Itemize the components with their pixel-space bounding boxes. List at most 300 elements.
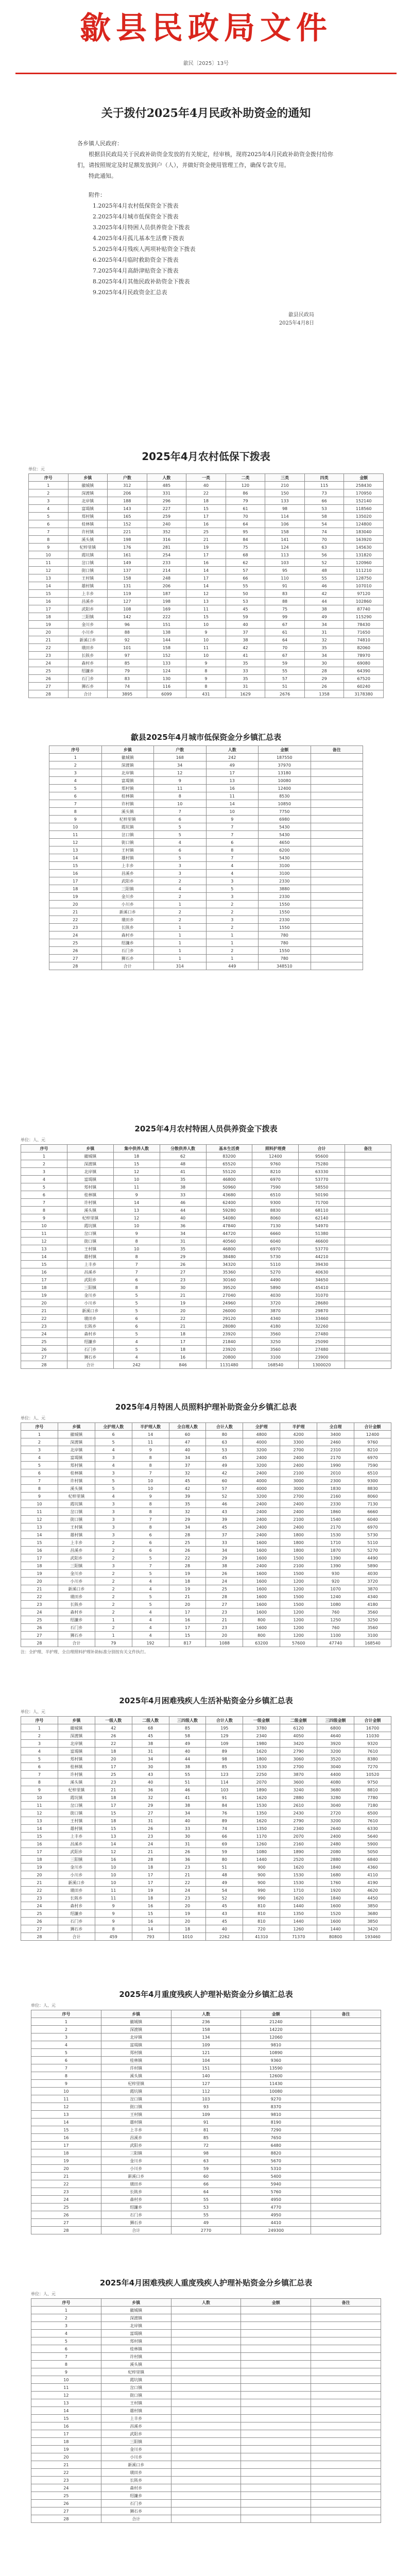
table-cell: 810 bbox=[243, 1902, 280, 1910]
table-cell: 131820 bbox=[344, 551, 384, 559]
table-cell bbox=[171, 2314, 241, 2322]
table-cell: 9 bbox=[31, 2080, 101, 2088]
table-cell: 9360 bbox=[241, 2057, 311, 2064]
table-cell bbox=[311, 2188, 381, 2196]
column-header: 乡镇 bbox=[101, 746, 154, 754]
table-cell: 68 bbox=[226, 551, 265, 559]
table-cell: 徽城镇 bbox=[58, 1724, 95, 1732]
table-cell: 6 bbox=[21, 1469, 58, 1477]
table-cell: 227 bbox=[147, 505, 186, 513]
table-cell: 11 bbox=[95, 1887, 132, 1894]
table-cell: 1440 bbox=[317, 1925, 354, 1933]
table-cell: 2 bbox=[95, 1539, 132, 1547]
table-cell: 348510 bbox=[259, 962, 311, 970]
table-cell: 71650 bbox=[344, 629, 384, 636]
table-cell: 16 bbox=[132, 1902, 169, 1910]
table-cell: 23 bbox=[95, 1778, 132, 1786]
table-cell: 狮石乡 bbox=[67, 1353, 113, 1361]
table-cell: 42 bbox=[304, 590, 344, 598]
table-cell: 43680 bbox=[206, 1191, 252, 1199]
table-row bbox=[21, 1500, 391, 1508]
table-cell: 1530 bbox=[280, 1871, 317, 1879]
table-cell: 10 bbox=[95, 1879, 132, 1887]
table-cell: 19 bbox=[132, 1887, 169, 1894]
table-cell: 112 bbox=[171, 2088, 241, 2095]
table-cell: 3520 bbox=[317, 1755, 354, 1763]
table-cell: 7590 bbox=[354, 1462, 391, 1469]
table-cell: 17 bbox=[31, 2430, 101, 2438]
table-cell: 990 bbox=[243, 1894, 280, 1902]
table-row bbox=[21, 1740, 391, 1748]
table-cell bbox=[311, 2415, 381, 2422]
table-cell: 28 bbox=[29, 690, 68, 698]
table-cell: 10 bbox=[95, 1863, 132, 1871]
table-cell bbox=[311, 2088, 381, 2095]
table-cell: 2880 bbox=[317, 1856, 354, 1863]
table-cell: 42 bbox=[95, 1724, 132, 1732]
section-combined-disabled bbox=[0, 2277, 412, 2523]
table-cell: 15 bbox=[49, 862, 102, 870]
table-cell: 5670 bbox=[241, 2157, 311, 2165]
table-cell: 63 bbox=[171, 2157, 241, 2165]
table-cell: 85 bbox=[169, 1724, 206, 1732]
table-cell: 119 bbox=[108, 590, 147, 598]
table-cell: 68110 bbox=[299, 1207, 345, 1214]
column-header: 人数 bbox=[147, 474, 186, 482]
table-cell: 22 bbox=[21, 1887, 58, 1894]
table-cell: 70 bbox=[265, 644, 305, 652]
table-cell: 52 bbox=[206, 1493, 243, 1500]
table-cell: 9 bbox=[154, 777, 207, 785]
table-cell: 352 bbox=[147, 528, 186, 536]
table-row bbox=[21, 1802, 391, 1809]
table-cell: 62140 bbox=[299, 1214, 345, 1222]
table-cell bbox=[311, 862, 363, 870]
table-cell: 武阳乡 bbox=[101, 877, 154, 885]
table-cell: 5 bbox=[132, 1593, 169, 1601]
table-cell: 18 bbox=[113, 1153, 160, 1160]
table-cell: 34 bbox=[304, 621, 344, 629]
column-header: 二级金额 bbox=[280, 1717, 317, 1724]
table-cell: 4 bbox=[154, 885, 207, 893]
table-cell: 18 bbox=[21, 1856, 58, 1863]
table-cell: 2460 bbox=[317, 1438, 354, 1446]
table-cell: 岔口镇 bbox=[101, 2384, 171, 2392]
table-cell: 3720 bbox=[252, 1299, 299, 1307]
table-cell: 溪头镇 bbox=[101, 808, 154, 816]
table-cell: 2070 bbox=[280, 1833, 317, 1840]
table-cell: 6 bbox=[206, 839, 259, 846]
table-cell bbox=[311, 761, 363, 769]
table-cell: 8 bbox=[113, 1253, 160, 1261]
table-cell: 1080 bbox=[317, 1601, 354, 1608]
table-row bbox=[31, 2018, 381, 2026]
table-row bbox=[31, 2484, 381, 2492]
table-cell: 49 bbox=[206, 761, 259, 769]
table-cell: 25 bbox=[31, 2492, 101, 2500]
table-cell: 富堨镇 bbox=[68, 505, 108, 513]
table-cell: 800 bbox=[243, 1632, 280, 1639]
table-cell: 1620 bbox=[280, 1894, 317, 1902]
table-row bbox=[21, 1284, 391, 1292]
table-cell: 4 bbox=[21, 1176, 67, 1183]
table-row bbox=[31, 2142, 381, 2149]
table-cell: 28 bbox=[31, 2227, 101, 2234]
table-cell bbox=[345, 1199, 391, 1207]
table-row bbox=[29, 489, 384, 497]
table-cell: 12 bbox=[113, 1168, 160, 1176]
table-cell: 2 bbox=[154, 877, 207, 885]
table-cell: 1800 bbox=[243, 1755, 280, 1763]
table-cell: 2790 bbox=[280, 1748, 317, 1755]
table-cell: 1440 bbox=[280, 1918, 317, 1925]
table-cell: 1500 bbox=[280, 1554, 317, 1562]
table-cell: 23 bbox=[31, 2188, 101, 2196]
table-row bbox=[21, 1763, 391, 1771]
table-cell: 岔口镇 bbox=[67, 1230, 113, 1238]
table-row bbox=[31, 2134, 381, 2142]
table-cell: 7610 bbox=[354, 1748, 391, 1755]
table-cell: 2262 bbox=[206, 1933, 243, 1941]
table-cell: 127 bbox=[171, 2080, 241, 2088]
table-cell: 6 bbox=[154, 846, 207, 854]
table-cell: 7 bbox=[31, 2064, 101, 2072]
table-unit-left: 单位：人、元 bbox=[21, 1709, 45, 1714]
table-cell: 1550 bbox=[259, 901, 311, 908]
table-meta bbox=[31, 2003, 381, 2008]
table-row bbox=[31, 2204, 381, 2211]
table-cell: 4490 bbox=[354, 1554, 391, 1562]
table-cell: 6480 bbox=[241, 2142, 311, 2149]
table-cell: 1680 bbox=[317, 1871, 354, 1879]
table-cell: 武阳乡 bbox=[101, 2430, 171, 2438]
table-cell: 金川乡 bbox=[67, 1292, 113, 1299]
table-cell: 45 bbox=[206, 1454, 243, 1462]
table-cell: 38 bbox=[169, 1763, 206, 1771]
notice-paragraph: 特此通知。 bbox=[89, 173, 117, 179]
table-cell: 17 bbox=[95, 1763, 132, 1771]
table-cell: 20 bbox=[95, 1755, 132, 1763]
table-cell bbox=[345, 1153, 391, 1160]
table-cell: 4000 bbox=[243, 1438, 280, 1446]
table-cell: 10 bbox=[113, 1245, 160, 1253]
table-cell: 45 bbox=[206, 1523, 243, 1531]
table-cell: 5730 bbox=[354, 1531, 391, 1539]
table-cell: 3 bbox=[21, 1446, 58, 1454]
table-cell bbox=[241, 2422, 311, 2430]
table-row bbox=[21, 1346, 391, 1353]
table-cell: 1530 bbox=[243, 1802, 280, 1809]
table-cell: 12060 bbox=[241, 2033, 311, 2041]
table-cell: 39 bbox=[169, 1493, 206, 1500]
column-header: 合计金额 bbox=[354, 1717, 391, 1724]
table-cell: 王村镇 bbox=[58, 1817, 95, 1825]
table-cell: 5760 bbox=[241, 2188, 311, 2196]
table-cell: 雄村镇 bbox=[58, 1825, 95, 1833]
table-cell: 桂林镇 bbox=[101, 2057, 171, 2064]
table-cell: 10 bbox=[29, 551, 68, 559]
table-cell bbox=[241, 2415, 311, 2422]
table-cell: 4770 bbox=[241, 2204, 311, 2211]
table-cell: 16 bbox=[29, 598, 68, 605]
table-row bbox=[31, 2227, 381, 2234]
table-cell: 6970 bbox=[252, 1176, 299, 1183]
table-cell: 27480 bbox=[299, 1330, 345, 1338]
table-cell: 13 bbox=[31, 2111, 101, 2119]
table-cell: 11430 bbox=[241, 2080, 311, 2088]
table-cell: 17 bbox=[21, 1848, 58, 1856]
table-cell: 徽城镇 bbox=[101, 754, 154, 761]
table-cell bbox=[241, 2446, 311, 2453]
table-cell: 3420 bbox=[354, 1925, 391, 1933]
table-cell: 5 bbox=[31, 2049, 101, 2057]
table-cell bbox=[345, 1253, 391, 1261]
table-cell: 1 bbox=[49, 754, 102, 761]
table-cell: 23 bbox=[206, 1624, 243, 1632]
table-cell bbox=[241, 2353, 311, 2361]
table-cell bbox=[345, 1214, 391, 1222]
table-row bbox=[31, 2415, 381, 2422]
section-care-subsidy bbox=[0, 1401, 412, 1655]
table-row bbox=[29, 574, 384, 582]
table-cell: 129 bbox=[206, 1732, 243, 1740]
attachment-item: 9.2025年4月民政资金汇总表 bbox=[93, 289, 167, 296]
table-row bbox=[31, 2368, 381, 2376]
table-cell: 1830 bbox=[317, 1485, 354, 1493]
table-cell: 上丰乡 bbox=[101, 2415, 171, 2422]
table-cell: 64 bbox=[226, 520, 265, 528]
table-cell: 21 bbox=[31, 2173, 101, 2180]
table-cell: 158 bbox=[108, 574, 147, 582]
table-cell: 38 bbox=[160, 1183, 206, 1191]
section-rural-dibao bbox=[0, 448, 412, 698]
table-cell: 137 bbox=[108, 567, 147, 574]
table-cell: 800 bbox=[243, 1616, 280, 1624]
table-cell: 10 bbox=[132, 1477, 169, 1485]
table-cell: 25 bbox=[21, 1910, 58, 1918]
table-title: 2025年4月困难残疾人生活补贴资金分乡镇汇总表 bbox=[119, 1696, 293, 1705]
table-cell: 14 bbox=[21, 1825, 58, 1833]
table-cell: 22 bbox=[31, 2469, 101, 2477]
table-cell: 许村镇 bbox=[67, 1199, 113, 1207]
table-cell: 5050 bbox=[354, 1848, 391, 1856]
table-row bbox=[21, 1462, 391, 1469]
table-cell: 40 bbox=[169, 1817, 206, 1825]
table-cell: 3250 bbox=[252, 1338, 299, 1346]
table-cell: 璜田乡 bbox=[101, 916, 154, 924]
table-cell: 214 bbox=[147, 567, 186, 574]
table-cell: 54080 bbox=[206, 1214, 252, 1222]
table-cell bbox=[241, 2361, 311, 2368]
table-row bbox=[21, 1902, 391, 1910]
table-cell: 22 bbox=[49, 916, 102, 924]
table-cell: 狮石乡 bbox=[101, 955, 154, 962]
table-cell: 2 bbox=[154, 916, 207, 924]
table-cell: 79 bbox=[226, 497, 265, 505]
table-row bbox=[29, 528, 384, 536]
table-cell: 187550 bbox=[259, 754, 311, 761]
table-cell: 8 bbox=[132, 1523, 169, 1531]
table-cell: 19 bbox=[31, 2446, 101, 2453]
table-cell: 26 bbox=[49, 947, 102, 955]
table-cell: 8830 bbox=[354, 1485, 391, 1493]
table-cell: 38 bbox=[206, 1562, 243, 1570]
table-cell: 8 bbox=[31, 2361, 101, 2368]
table-row bbox=[31, 2180, 381, 2188]
table-cell: 93 bbox=[171, 2103, 241, 2111]
table-cell: 3870 bbox=[280, 1771, 317, 1778]
table-row bbox=[31, 2173, 381, 2180]
table-cell: 20800 bbox=[206, 1353, 252, 1361]
table-cell: 武阳乡 bbox=[67, 1276, 113, 1284]
table-cell bbox=[241, 2314, 311, 2322]
table-cell: 16 bbox=[21, 1840, 58, 1848]
table-cell: 20 bbox=[169, 1918, 206, 1925]
table-cell: 合计 bbox=[67, 1361, 113, 1369]
table-cell: 485 bbox=[147, 482, 186, 489]
table-cell: 10 bbox=[31, 2376, 101, 2384]
table-row bbox=[49, 754, 363, 761]
table-cell: 12 bbox=[113, 1214, 160, 1222]
table-cell: 101 bbox=[108, 644, 147, 652]
table-cell: 金川乡 bbox=[68, 621, 108, 629]
table-cell: 21 bbox=[169, 1593, 206, 1601]
table-cell: 36 bbox=[132, 1786, 169, 1794]
table-row bbox=[21, 1639, 391, 1647]
table-cell: 75280 bbox=[299, 1160, 345, 1168]
table-cell: 3100 bbox=[354, 1632, 391, 1639]
table-cell: 242 bbox=[206, 754, 259, 761]
table-cell: 14 bbox=[21, 1531, 58, 1539]
table-cell: 63 bbox=[206, 1438, 243, 1446]
table-cell bbox=[311, 2384, 381, 2392]
table-row bbox=[21, 1554, 391, 1562]
table-cell: 1550 bbox=[259, 947, 311, 955]
table-cell: 17 bbox=[132, 1871, 169, 1879]
table-row bbox=[21, 1925, 391, 1933]
table-cell: 1 bbox=[154, 947, 207, 955]
table-cell: 深渡镇 bbox=[58, 1438, 95, 1446]
table-row bbox=[21, 1153, 391, 1160]
table-cell: 17 bbox=[21, 1554, 58, 1562]
table-cell: 25 bbox=[21, 1616, 58, 1624]
table-cell bbox=[311, 939, 363, 947]
table-cell: 9320 bbox=[354, 1740, 391, 1748]
table-row bbox=[21, 1160, 391, 1168]
table-cell: 25 bbox=[169, 1539, 206, 1547]
table-cell: 溪头镇 bbox=[101, 2361, 171, 2368]
table-row bbox=[49, 839, 363, 846]
table-row bbox=[21, 1276, 391, 1284]
table-cell: 4650 bbox=[259, 839, 311, 846]
table-cell: 石门乡 bbox=[101, 2500, 171, 2507]
table-cell: 14 bbox=[49, 854, 102, 862]
table-cell: 昌溪乡 bbox=[68, 598, 108, 605]
table-cell: 2520 bbox=[280, 1856, 317, 1863]
table-cell: 璜田乡 bbox=[101, 2180, 171, 2188]
table-cell: 2 bbox=[154, 893, 207, 901]
table-cell: 39520 bbox=[206, 1284, 252, 1292]
table-cell: 17 bbox=[169, 1608, 206, 1616]
table-cell: 2400 bbox=[243, 1454, 280, 1462]
table-cell: 森村乡 bbox=[58, 1608, 95, 1616]
table-cell: 金川乡 bbox=[58, 1570, 95, 1578]
table-cell: 3240 bbox=[280, 1786, 317, 1794]
table-cell: 5 bbox=[113, 1292, 160, 1299]
table-cell bbox=[345, 1346, 391, 1353]
table-cell: 三阳镇 bbox=[101, 2438, 171, 2446]
column-header: 合计人数 bbox=[206, 1423, 243, 1431]
column-header: 序号 bbox=[21, 1145, 67, 1153]
table-cell: 28 bbox=[304, 667, 344, 675]
table-cell: 7 bbox=[21, 1477, 58, 1485]
table-cell: 152140 bbox=[344, 497, 384, 505]
table-cell: 1440 bbox=[243, 1856, 280, 1863]
table-cell: 49 bbox=[304, 613, 344, 621]
table-cell: 15 bbox=[113, 1160, 160, 1168]
table-cell: 2340 bbox=[280, 1825, 317, 1833]
table-cell: 2 bbox=[21, 1438, 58, 1446]
table-cell: 1600 bbox=[317, 1918, 354, 1925]
table-cell: 38480 bbox=[206, 1253, 252, 1261]
table-cell: 上丰乡 bbox=[58, 1833, 95, 1840]
table-cell: 21 bbox=[29, 636, 68, 644]
table-cell: 40 bbox=[226, 621, 265, 629]
table-row bbox=[29, 667, 384, 675]
column-header: 金额 bbox=[344, 474, 384, 482]
table-cell: 森村乡 bbox=[68, 659, 108, 667]
table-cell: 28680 bbox=[299, 1299, 345, 1307]
table-cell bbox=[171, 2353, 241, 2361]
table-cell: 12 bbox=[31, 2392, 101, 2399]
table-row bbox=[31, 2337, 381, 2345]
table-cell: 14 bbox=[206, 800, 259, 808]
table-cell: 62400 bbox=[206, 1199, 252, 1207]
table-cell: 3 bbox=[95, 1508, 132, 1516]
table-row bbox=[31, 2422, 381, 2430]
table-cell: 11 bbox=[49, 831, 102, 839]
section-severe-disabled-care bbox=[0, 1989, 412, 2234]
table-cell: 长陔乡 bbox=[101, 2477, 171, 2484]
table-cell: 6 bbox=[132, 1547, 169, 1554]
table-cell bbox=[311, 2430, 381, 2438]
table-cell: 金川乡 bbox=[58, 1863, 95, 1871]
column-header: 序号 bbox=[21, 1717, 58, 1724]
table-cell: 12 bbox=[154, 769, 207, 777]
table-cell: 22 bbox=[29, 644, 68, 652]
table-cell: 雄村镇 bbox=[101, 854, 154, 862]
table-cell: 北岸镇 bbox=[58, 1740, 95, 1748]
table-cell: 36 bbox=[169, 1856, 206, 1863]
table-cell: 长陔乡 bbox=[58, 1894, 95, 1902]
table-cell: 35 bbox=[226, 675, 265, 683]
table-cell: 4 bbox=[113, 1353, 160, 1361]
notice-title: 关于拨付2025年4月民政补助资金的通知 bbox=[101, 107, 311, 120]
table-cell: 720 bbox=[243, 1925, 280, 1933]
table-cell bbox=[311, 754, 363, 761]
table-cell bbox=[311, 2500, 381, 2507]
table-cell: 8060 bbox=[252, 1214, 299, 1222]
table-cell bbox=[311, 2157, 381, 2165]
table-cell: 23920 bbox=[206, 1346, 252, 1353]
table-cell: 绍濂乡 bbox=[68, 667, 108, 675]
table-cell: 29870 bbox=[299, 1307, 345, 1315]
table-row bbox=[21, 1207, 391, 1214]
table-cell: 24 bbox=[21, 1330, 67, 1338]
column-header: 集中供养人数 bbox=[113, 1145, 160, 1153]
table-cell: 780 bbox=[259, 931, 311, 939]
table-cell: 26 bbox=[31, 2211, 101, 2219]
